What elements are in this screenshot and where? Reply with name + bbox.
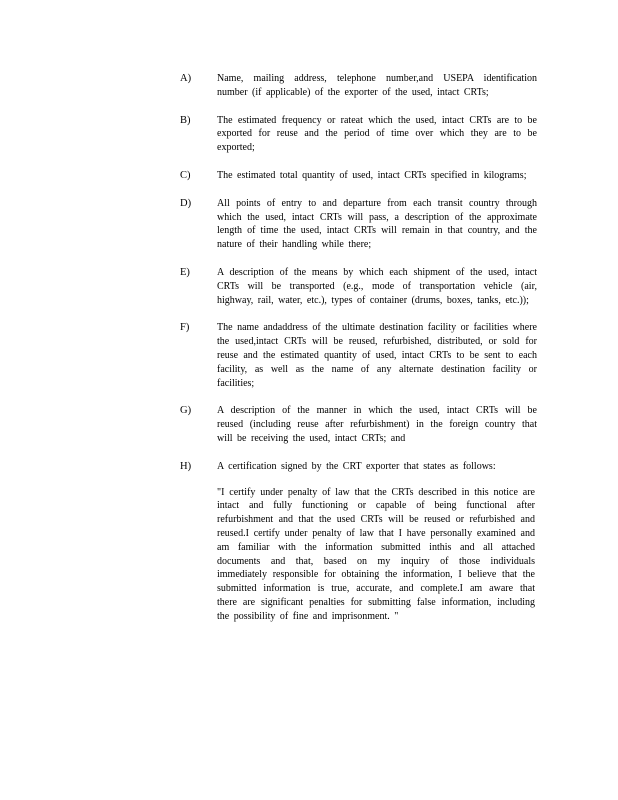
list-item-b	[0, 114, 618, 155]
item-marker-a: A)	[180, 73, 192, 84]
certification-quote: "I certify under penalty of law that the CRTs described in this notice are intact and fully functioning or capable of being functional after refurbishment and that the used CRTs will be reused or refurbished and reused.I certify under penalty of law that I have personally examined and am familiar with the information submitted inthis and all attached documents and that, based on my inquiry of those individuals immediately responsible for obtaining the information, I believe that the submitted information is true, accurate, and complete.I am aware that there are significant penalties for submitting false information, including the possibility of fine and imprisonment. "	[217, 486, 535, 622]
item-text-f: The name andaddress of the ultimate destination facility or facilities where the used,intact CRTs will be reused, refurbished, distributed, or sold for reuse and the estimated quantity of used, intact CRTs to be sent to each facility, as well as the name of any alternate destination facility or facilities;	[217, 322, 537, 389]
item-text-c: The estimated total quantity of used, intact CRTs specified in kilograms;	[217, 169, 527, 181]
list-item-c	[0, 169, 618, 183]
item-marker-d: D)	[180, 197, 192, 209]
list-item-a	[0, 72, 618, 100]
list-item-e	[0, 266, 618, 307]
item-text-h: A certification signed by the CRT exporter that states as follows:	[217, 460, 496, 472]
item-marker-c: C)	[180, 169, 191, 181]
list-item-d	[0, 197, 618, 252]
list-item-f	[0, 321, 618, 390]
list-item-h	[0, 460, 618, 624]
item-marker-e: E)	[180, 266, 190, 278]
item-marker-g: G)	[180, 405, 192, 417]
list-item-g	[0, 404, 618, 445]
item-text-d: All points of entry to and departure from each transit country through which the used, intact CRTs will pass, a description of the approximate length of time the used, intact CRTs will remain in that country, and the nature of their handling while there;	[217, 197, 537, 251]
item-text-g: A description of the manner in which the used, intact CRTs will be reused (including reuse after refurbishment) in the foreign country that will be receiving the used, intact CRTs; and	[217, 405, 537, 444]
item-marker-h: H)	[180, 460, 192, 472]
requirements-list	[0, 72, 618, 638]
item-marker-f: F)	[180, 322, 190, 334]
item-text-e: A description of the means by which each shipment of the used, intact CRTs will be transported (e.g., mode of transportation vehicle (air, highway, rail, water, etc.), types of container (drums, boxes, tanks, etc.));	[217, 266, 537, 306]
item-marker-b: B)	[180, 114, 191, 126]
item-text-a: Name, mailing address, telephone number,and USEPA identification number (if applicable) of the exporter of the used, intact CRTs;	[217, 73, 537, 98]
item-text-b: The estimated frequency or rateat which the used, intact CRTs are to be exported for reuse and the period of time over which they are to be exported;	[217, 114, 537, 154]
